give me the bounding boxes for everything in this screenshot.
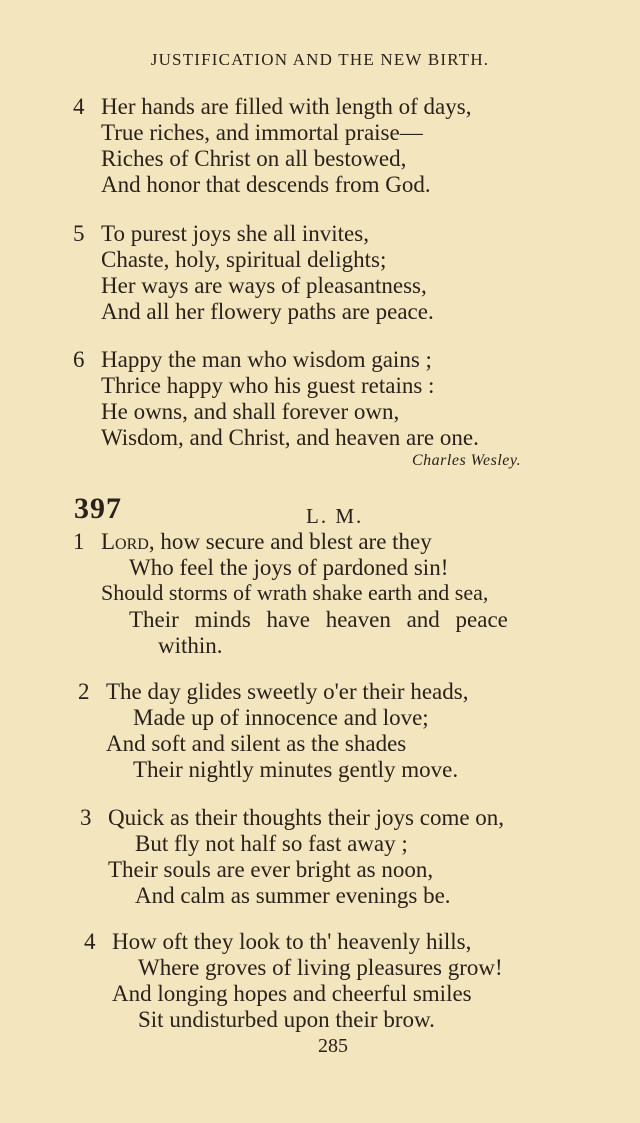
verse-line: And honor that descends from God. — [101, 172, 431, 197]
page-number: 285 — [318, 1035, 348, 1057]
verse-line: True riches, and immortal praise— — [101, 120, 423, 145]
verse-line: Her ways are ways of pleasantness, — [101, 273, 427, 298]
verse-line: To purest joys she all invites, — [101, 221, 369, 246]
stanza-number: 6 — [73, 347, 85, 372]
verse-line: And longing hopes and cheerful smiles — [112, 981, 472, 1006]
verse-line: And all her flowery paths are peace. — [101, 299, 434, 324]
verse-line: Riches of Christ on all bestowed, — [101, 146, 407, 171]
verse-line: How oft they look to th' heavenly hills, — [112, 929, 472, 954]
author-credit: Charles Wesley. — [412, 452, 522, 469]
verse-line: Quick as their thoughts their joys come on, — [108, 805, 505, 830]
verse-line: Chaste, holy, spiritual delights; — [101, 247, 387, 272]
stanza-number: 2 — [78, 679, 90, 704]
running-header: JUSTIFICATION AND THE NEW BIRTH. — [150, 50, 490, 69]
stanza-number: 4 — [73, 94, 85, 119]
verse-line: Happy the man who wisdom gains ; — [101, 347, 432, 372]
first-word: Lord, — [101, 529, 155, 554]
verse-line: Thrice happy who his guest retains : — [101, 373, 435, 398]
first-line-rest: how secure and blest are they — [154, 529, 432, 554]
verse-line: He owns, and shall forever own, — [101, 399, 400, 424]
verse-line: Who feel the joys of pardoned sin! — [129, 555, 449, 580]
verse-line: The day glides sweetly o'er their heads, — [106, 679, 469, 704]
verse-line: Her hands are filled with length of days, — [101, 94, 472, 119]
verse-line: Their minds have heaven and peace — [129, 607, 508, 632]
hymn-number: 397 — [74, 492, 122, 525]
verse-line: Should storms of wrath shake earth and sea, — [101, 580, 489, 605]
verse-line: Their souls are ever bright as noon, — [108, 857, 434, 882]
verse-line: And calm as summer evenings be. — [135, 883, 451, 908]
verse-line: But fly not half so fast away ; — [135, 831, 408, 856]
verse-line: Sit undisturbed upon their brow. — [138, 1007, 435, 1032]
stanza-number: 1 — [73, 529, 85, 554]
verse-line: Where groves of living pleasures grow! — [138, 955, 503, 980]
verse-line: Their nightly minutes gently move. — [133, 757, 459, 782]
verse-line: within. — [158, 633, 223, 658]
stanza-number: 4 — [84, 929, 96, 954]
verse-line: Wisdom, and Christ, and heaven are one. — [101, 425, 479, 450]
verse-line: Made up of innocence and love; — [133, 705, 429, 730]
stanza-number: 5 — [73, 221, 85, 246]
stanza-number: 3 — [80, 805, 92, 830]
verse-line — [101, 530, 432, 553]
verse-line: And soft and silent as the shades — [106, 731, 407, 756]
hymn-meter: L. M. — [306, 504, 364, 528]
